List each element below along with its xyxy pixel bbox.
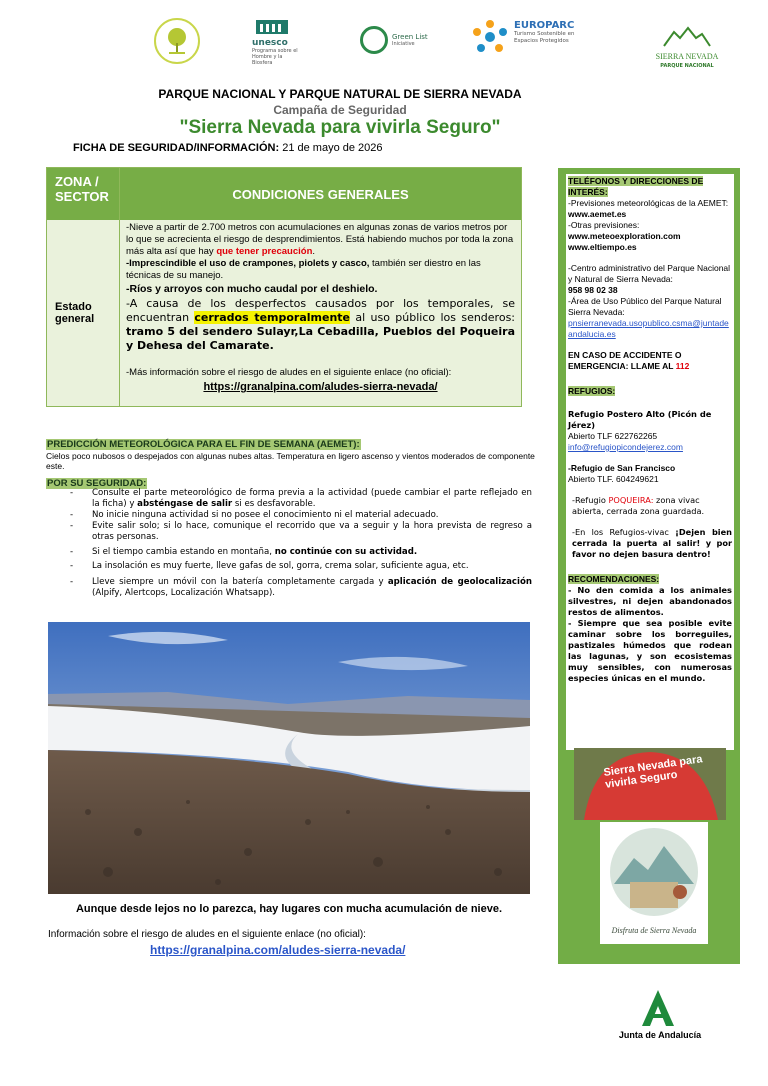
closed-trails: tramo 5 del sendero Sulayr,La Cebadilla, Pueblos del Poqueira y Dehesa del Camarate. [126,325,515,352]
zona-header: ZONA / SECTOR [47,168,119,220]
europarc-logo [470,20,576,54]
refugio-san-francisco-phone: Abierto TLF. 604249621 [568,474,659,484]
campaign-shirt-photo [574,748,726,820]
snow-photo [48,622,530,894]
parque-nacional-label: PARQUE NACIONAL [660,63,714,69]
meteoexploration-link[interactable]: www.meteoexploration.com [568,231,681,241]
tip-item: - La insolación es muy fuerte, lleve gafas de sol, gorra, crema solar, suficiente agua, etc. [70,561,469,571]
campaign-title: Campaña de Seguridad [273,103,407,117]
forecast-text: Cielos poco nubosos o despejados con algunas nubes altas. Temperatura en ligero ascenso y vientos moderados de componente este. [46,451,535,471]
photo-caption: Aunque desde lejos no lo parezca, hay lugares con mucha acumulación de nieve. [75,903,503,915]
centro-info: -Centro administrativo del Parque Nacional y Natural de Sierra Nevada: [568,263,731,284]
centro-phone: 958 98 02 38 [568,285,618,295]
precaution-text: que tener precaución [216,246,313,257]
refugio-postero-email[interactable]: info@refugiopicondejerez.com [568,442,683,452]
recomendaciones-heading: RECOMENDACIONES: [568,574,660,584]
condition-closures: -A causa de los desperfectos causados por los temporales, se encuentran cerrados temporalmente al uso público los senderos: tramo 5 del sendero Sulayr,La Cebadilla, Pueblos del Poqueira y Dehesa del Camarate. [126,297,516,352]
slogan: "Sierra Nevada para vivirla Seguro" [179,117,501,138]
ficha-line [73,142,383,154]
unesco-label: unesco [252,38,288,48]
refugio-postero-alto: Refugio Postero Alto (Picón de Jérez) [568,409,712,430]
condition-equipment: -Imprescindible el uso de crampones, piolets y casco, también ser diestro en las técnicas de su manejo. [126,258,481,281]
phones-heading: TELÉFONOS Y DIRECCIONES DE INTERÉS: [568,176,704,197]
tree-icon [154,18,200,64]
greenlist-label: Green List [392,33,428,41]
conditions-table [46,167,522,407]
emergency-info: EN CASO DE ACCIDENTE O EMERGENCIA: LLAME AL 112 [568,350,690,371]
closed-highlight: cerrados temporalmente [194,311,351,324]
junta-label: Junta de Andalucía [618,1030,702,1040]
tree-logo [154,18,200,64]
europarc-label: EUROPARC [514,20,575,31]
refugio-postero-phone: Abierto TLF 622762265 [568,431,658,441]
disfruta-badge [600,822,708,944]
park-title: PARQUE NACIONAL Y PARQUE NATURAL DE SIERRA NEVADA [158,87,522,101]
recommendation-item: - Siempre que sea posible evite caminar sobre los borreguiles, pastizales húmedos que rodean las lagunas, y son ecosistemas muy sensibles, con numerosas especies únicas en el mundo. [568,618,732,683]
aemet-info: -Previsiones meteorológicas de la AEMET: www.aemet.es [568,198,729,219]
ficha-label: FICHA DE SEGURIDAD/INFORMACIÓN: [73,142,280,154]
sidebar-info-box [566,174,734,750]
europarc-star-icon [470,20,510,54]
unesco-temple-icon [252,18,292,36]
safety-heading: POR SU SEGURIDAD: [47,478,147,489]
conditions-cell [119,220,521,406]
condiciones-header: CONDICIONES GENERALES [119,168,521,220]
condition-snow: -Nieve a partir de 2.700 metros con acumulaciones en algunas zonas de varios metros por lo que se acrecienta el riesgo de desprendimientos. Está habiendo muchos por toda la zona más alta así que hay que tener precaución. [126,222,514,257]
forecast-section [46,432,536,490]
refugios-vivac: -En los Refugios-vivac ¡Dejen bien cerrada la puerta al salir! y por favor no dejen basura dentro! [572,527,732,559]
tip-item: - No inicie ninguna actividad si no posee el conocimiento ni el material adecuado. [70,510,439,520]
row-label: Estado general [55,301,95,325]
mountain-icon [662,26,712,48]
aemet-link[interactable]: www.aemet.es [568,209,627,219]
avalanche-link[interactable]: https://granalpina.com/aludes-sierra-nevada/ [203,381,438,393]
shirt-slogan: Sierra Nevada para vivirla Seguro [602,753,704,791]
avalanche-link-bottom[interactable]: https://granalpina.com/aludes-sierra-nevada/ [150,943,406,957]
refugios-heading: REFUGIOS: [568,386,616,396]
tip-item: - Evite salir solo; si lo hace, comunique el recorrido que va a seguir y la hora prevista de regreso a otras personas. [70,521,532,542]
avalanche-info-text: Información sobre el riesgo de aludes en el siguiente enlace (no oficial): [48,929,366,940]
avalanche-info: -Más información sobre el riesgo de aludes en el siguiente enlace (no oficial): [126,367,452,378]
badge-label: Disfruta de Sierra Nevada [611,926,697,935]
ficha-date: 21 de mayo de 2026 [282,142,383,154]
badge-illustration-icon [600,822,708,922]
junta-logo [628,988,688,1032]
europarc-subtitle: Turismo Sostenible en Espacios Protegidos [514,31,575,44]
sierra-nevada-label: SIERRA NEVADA [655,52,719,61]
greenlist-icon [360,26,388,54]
sierra-nevada-logo [652,26,722,69]
emergency-number: 112 [675,361,690,371]
junta-arch-icon [638,988,678,1028]
refugio-san-francisco: -Refugio de San Francisco [568,463,676,473]
other-forecasts-label: -Otras previsiones: [568,220,640,230]
forecast-heading: PREDICCIÓN METEOROLÓGICA PARA EL FIN DE SEMANA (AEMET): [47,439,360,450]
area-info: -Área de Uso Público del Parque Natural Sierra Nevada: [568,296,722,317]
area-email-link[interactable]: pnsierranevada.usopublico.csma@juntadeandalucia.es [568,318,729,339]
greenlist-logo: Green List Iniciative [360,26,428,54]
eltiempo-link[interactable]: www.eltiempo.es [568,242,637,252]
condition-rivers: -Ríos y arroyos con mucho caudal por el deshielo. [126,283,378,295]
zona-cell [47,220,119,406]
tip-item: - Lleve siempre un móvil con la batería completamente cargada y aplicación de geolocalización (Alpify, Alertcops, Localización Whatsapp). [70,577,532,598]
tip-item: - Si el tiempo cambia estando en montaña, no continúe con su actividad. [70,547,418,557]
safety-tips-list [70,488,532,599]
unesco-logo: unesco Programa sobre el Hombre y la Biosfera [252,18,298,66]
recommendation-item: - No den comida a los animales silvestres, ni dejen abandonados restos de alimentos. [568,585,732,617]
tip-item: - Consulte el parte meteorológico de forma previa a la actividad (puede cambiar el parte reflejado en la ficha) y absténgase de salir si es desfavorable. [70,488,532,509]
refugio-poqueira: -Refugio POQUEIRA: zona vivac abierta, cerrada zona guardada. [572,495,705,516]
